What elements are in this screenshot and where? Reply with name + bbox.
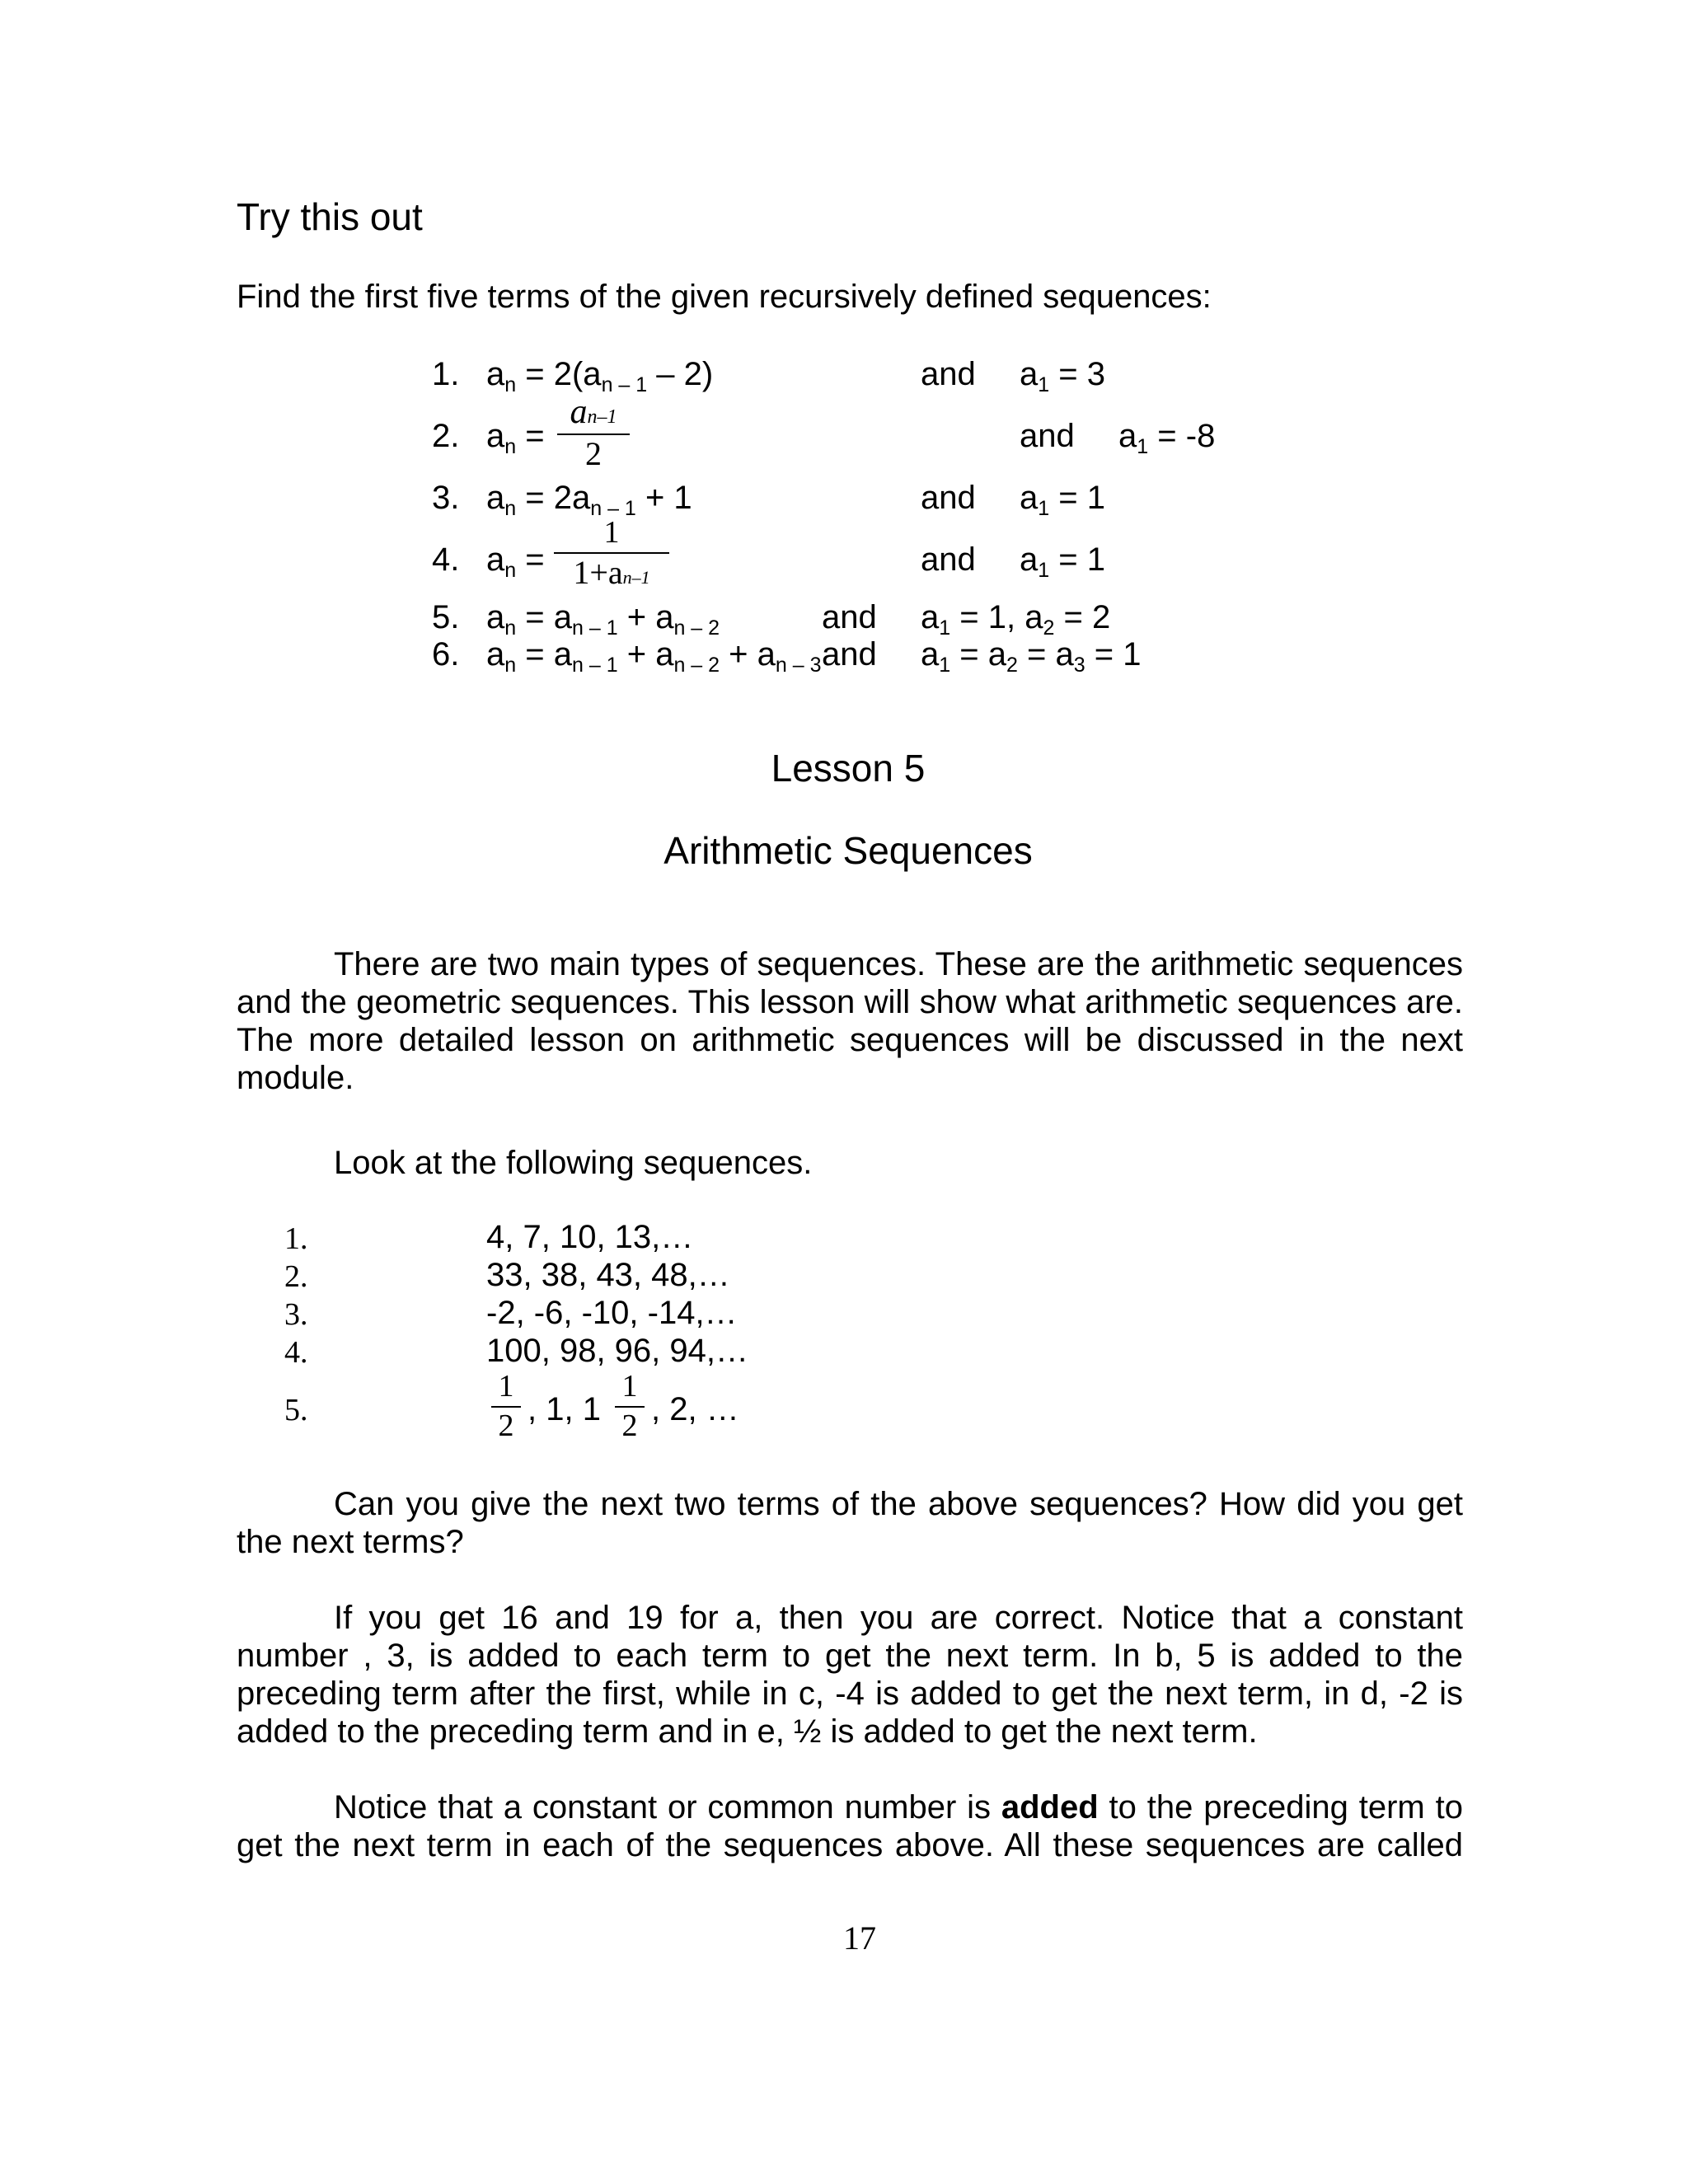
exercise-initial-condition: $a_1 = a_2 = a_3 = 1$: [921, 636, 1142, 677]
sequence-number: 2.: [284, 1259, 308, 1294]
paragraph-question: [237, 1485, 1463, 1561]
paragraph-look: Look at the following sequences.: [334, 1145, 813, 1181]
exercise-number: 2.: [432, 418, 460, 454]
sequence-text: 33, 38, 43, 48,…: [486, 1257, 730, 1293]
paragraph-explanation: [237, 1599, 1463, 1750]
fraction: an–1 2: [557, 396, 630, 475]
fraction-one-half: 1 2: [615, 1370, 645, 1449]
exercise-conjunction: and: [921, 356, 976, 392]
exercise-number: 3.: [432, 480, 460, 516]
sequence-number: 4.: [284, 1335, 308, 1370]
paragraph-line: The more detailed lesson on arithmetic sequences will be discussed in the next: [237, 1022, 1463, 1058]
paragraph-line: Notice that a constant or common number is added to the preceding term to: [334, 1789, 1463, 1825]
paragraph-line: get the next term in each of the sequences above. All these sequences are called: [237, 1827, 1463, 1863]
exercise-number: 5.: [432, 599, 460, 635]
instruction-text: Find the first five terms of the given recursively defined sequences:: [237, 279, 1212, 315]
paragraph-notice: [237, 1788, 1463, 1864]
paragraph-line: and the geometric sequences. This lesson will show what arithmetic sequences are.: [237, 984, 1463, 1020]
exercise-conjunction: and: [822, 636, 877, 673]
exercise-formula: $a_n = a_{n - 1} + a_{n - 2}$: [486, 599, 720, 640]
section-heading: Try this out: [237, 195, 423, 238]
exercise-conjunction: and: [921, 541, 976, 578]
exercise-formula: $a_n$ =: [486, 541, 545, 582]
fraction-one-half: 1 2: [491, 1370, 521, 1449]
page-number: 17: [843, 1919, 876, 1957]
exercise-conjunction: and: [921, 480, 976, 516]
exercise-number: 4.: [432, 541, 460, 578]
sequence-text: 4, 7, 10, 13,…: [486, 1219, 694, 1255]
exercise-conjunction: and: [1020, 418, 1075, 454]
sequence-text: 100, 98, 96, 94,…: [486, 1333, 749, 1369]
exercise-number: 6.: [432, 636, 460, 673]
exercise-initial-condition: $a_1 = 1$: [1020, 480, 1105, 520]
paragraph-line: added to the preceding term and in e, ½ is added to get the next term.: [237, 1713, 1258, 1750]
paragraph-line: the next terms?: [237, 1524, 464, 1560]
paragraph-line: module.: [237, 1060, 354, 1096]
lesson-number: Lesson 5: [771, 747, 926, 790]
fraction: 1 1+an–1: [554, 516, 669, 598]
exercise-number: 1.: [432, 356, 460, 392]
exercise-initial-condition: $a_1 = -8$: [1118, 418, 1216, 458]
lesson-title: Arithmetic Sequences: [663, 829, 1033, 872]
paragraph-line: If you get 16 and 19 for a, then you are correct. Notice that a constant: [334, 1600, 1463, 1636]
exercise-initial-condition: $a_1 = 1$, $a_2 = 2$: [921, 599, 1111, 640]
paragraph-line: Can you give the next two terms of the above sequences? How did you get: [334, 1486, 1463, 1522]
paragraph-intro: [237, 945, 1463, 1097]
exercise-formula: $a_n = 2(a_{n - 1} - 2)$: [486, 356, 714, 396]
paragraph-line: preceding term after the first, while in c, -4 is added to get the next term, in d, -2 is: [237, 1675, 1463, 1712]
exercise-formula: $a_n = a_{n - 1} + a_{n - 2} + a_{n - 3}$: [486, 636, 822, 677]
paragraph-line: number , 3, is added to each term to get the next term. In b, 5 is added to the: [237, 1638, 1463, 1674]
sequence-number: 5.: [284, 1393, 308, 1427]
sequence-text: -2, -6, -10, -14,…: [486, 1295, 738, 1331]
exercise-initial-condition: $a_1 = 1$: [1020, 541, 1105, 582]
bold-emphasis: added: [1001, 1789, 1099, 1825]
exercise-formula: $a_n$ =: [486, 418, 545, 458]
exercise-initial-condition: $a_1 = 3$: [1020, 356, 1105, 396]
sequence-text: , 1, 1: [528, 1391, 601, 1427]
sequence-text: , 2, …: [651, 1391, 739, 1427]
exercise-formula: $a_n = 2a_{n - 1} + 1$: [486, 480, 692, 520]
sequence-number: 1.: [284, 1221, 308, 1256]
exercise-conjunction: and: [822, 599, 877, 635]
paragraph-line: There are two main types of sequences. These are the arithmetic sequences: [334, 946, 1463, 982]
sequence-number: 3.: [284, 1297, 308, 1332]
